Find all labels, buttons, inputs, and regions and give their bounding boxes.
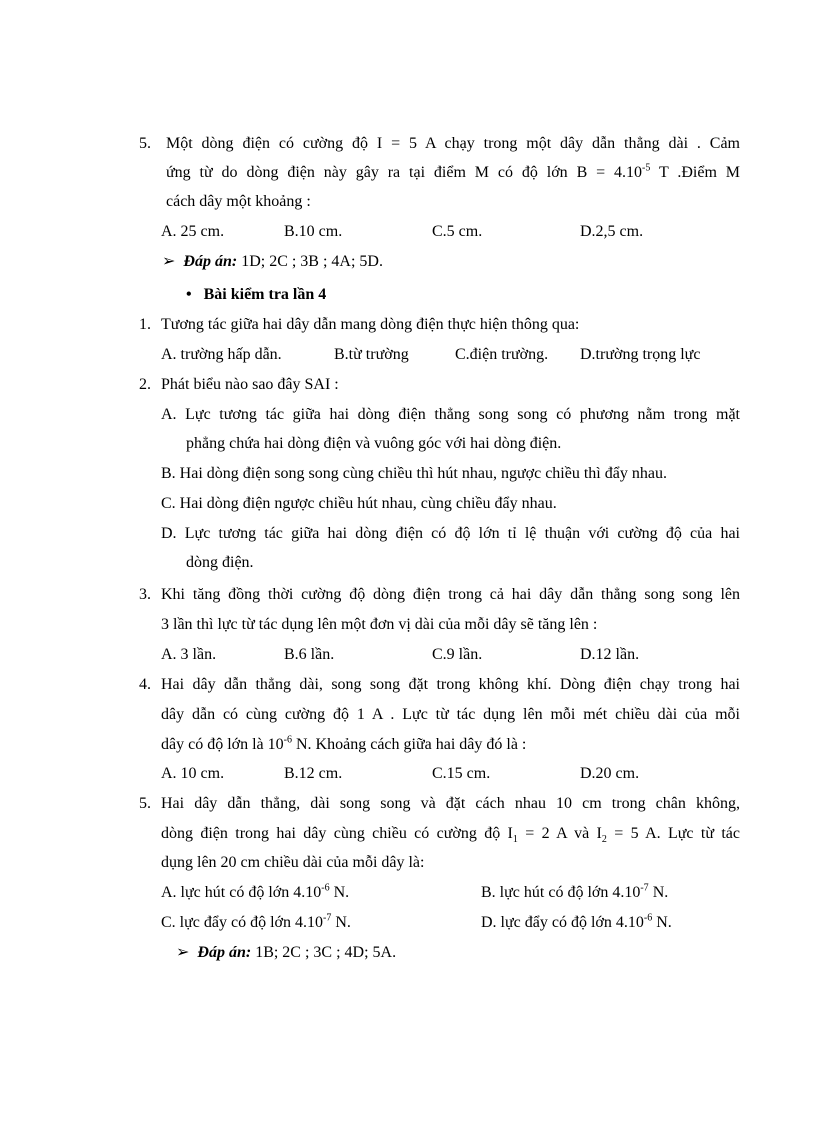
option-a: A. 10 cm. bbox=[161, 765, 225, 782]
option-d: D.trường trọng lực bbox=[580, 346, 701, 363]
question-number: 2. bbox=[139, 376, 151, 393]
option-d: D.2,5 cm. bbox=[580, 223, 644, 240]
option-a: A. trường hấp dẫn. bbox=[161, 346, 282, 363]
option-b: B. Hai dòng điện song song cùng chiều thì hút nhau, ngược chiều thì đẩy nhau. bbox=[161, 465, 667, 482]
option-b: B.6 lần. bbox=[284, 646, 335, 663]
option-b: B.12 cm. bbox=[284, 765, 343, 782]
question-number: 5. bbox=[139, 795, 151, 812]
option-d: D.20 cm. bbox=[580, 765, 640, 782]
option-b: B.từ trường bbox=[334, 346, 409, 363]
question-text: Hai dây dẫn thẳng dài, song song đặt trong không khí. Dòng điện chạy trong hai bbox=[161, 676, 740, 693]
option-c: C.điện trường. bbox=[455, 346, 549, 363]
option-c: C. lực đẩy có độ lớn $4.10^{-7}$ N. bbox=[161, 912, 351, 931]
option-d-cont: dòng điện. bbox=[186, 554, 254, 571]
option-a: A. lực hút có độ lớn $4.10^{-6}$ N. bbox=[161, 882, 350, 901]
section-heading: • Bài kiểm tra lần 4 bbox=[186, 286, 327, 303]
question-text: Một dòng điện có cường độ I = 5 A chạy trong một dây dẫn thẳng dài . Cảm bbox=[166, 135, 740, 152]
option-b: B. lực hút có độ lớn $4.10^{-7}$ N. bbox=[481, 882, 669, 901]
question-text: 3 lần thì lực từ tác dụng lên một đơn vị dài của mỗi dây sẽ tăng lên : bbox=[161, 616, 598, 633]
option-c: C. Hai dòng điện ngược chiều hút nhau, cùng chiều đẩy nhau. bbox=[161, 495, 557, 512]
option-c: C.9 lần. bbox=[432, 646, 483, 663]
option-b: B.10 cm. bbox=[284, 223, 343, 240]
option-a-cont: phẳng chứa hai dòng điện và vuông góc với hai dòng điện. bbox=[186, 435, 562, 452]
question-text: dòng điện trong hai dây cùng chiều có cường độ $I_1 = 2$ A và $I_2 = 5$ A. Lực từ tác bbox=[161, 825, 740, 846]
question-text: ứng từ do dòng điện này gây ra tại điểm M có độ lớn $B = 4.10^{-5}$ T .Điểm M bbox=[166, 162, 740, 181]
question-number: 1. bbox=[139, 316, 151, 333]
option-a: A. Lực tương tác giữa hai dòng điện thẳng song song có phương nằm trong mặt bbox=[161, 406, 740, 423]
question-number: 5. bbox=[139, 135, 151, 152]
question-text: Hai dây dẫn thẳng, dài song song và đặt cách nhau 10 cm trong chân không, bbox=[161, 795, 740, 812]
question-number: 3. bbox=[139, 586, 151, 603]
option-c: C.15 cm. bbox=[432, 765, 491, 782]
question-text: Phát biểu nào sao đây SAI : bbox=[161, 376, 339, 393]
answer-line: ➢ Đáp án: 1D; 2C ; 3B ; 4A; 5D. bbox=[162, 253, 383, 270]
option-a: A. 3 lần. bbox=[161, 646, 217, 663]
option-c: C.5 cm. bbox=[432, 223, 483, 240]
option-d: D.12 lần. bbox=[580, 646, 640, 663]
question-text: dụng lên 20 cm chiều dài của mỗi dây là: bbox=[161, 854, 425, 871]
arrow-icon: ➢ bbox=[176, 944, 190, 961]
arrow-icon: ➢ bbox=[162, 253, 176, 270]
option-d: D. lực đẩy có độ lớn $4.10^{-6}$ N. bbox=[481, 912, 672, 931]
question-text: cách dây một khoảng : bbox=[166, 193, 311, 210]
bullet-icon: • bbox=[186, 286, 192, 303]
question-number: 4. bbox=[139, 676, 151, 693]
question-text: dây có độ lớn là $10^{-6}$ N. Khoảng cách giữa hai dây đó là : bbox=[161, 734, 527, 753]
question-text: Khi tăng đồng thời cường độ dòng điện trong cả hai dây dẫn thẳng song song lên bbox=[161, 586, 740, 603]
answer-line: ➢ Đáp án: 1B; 2C ; 3C ; 4D; 5A. bbox=[176, 944, 397, 961]
option-d: D. Lực tương tác giữa hai dòng điện có độ lớn tỉ lệ thuận với cường độ của hai bbox=[161, 525, 740, 542]
option-a: A. 25 cm. bbox=[161, 223, 225, 240]
question-text: dây dẫn có cùng cường độ 1 A . Lực từ tác dụng lên mỗi mét chiều dài của mỗi bbox=[161, 706, 740, 723]
question-text: Tương tác giữa hai dây dẫn mang dòng điện thực hiện thông qua: bbox=[161, 316, 580, 333]
